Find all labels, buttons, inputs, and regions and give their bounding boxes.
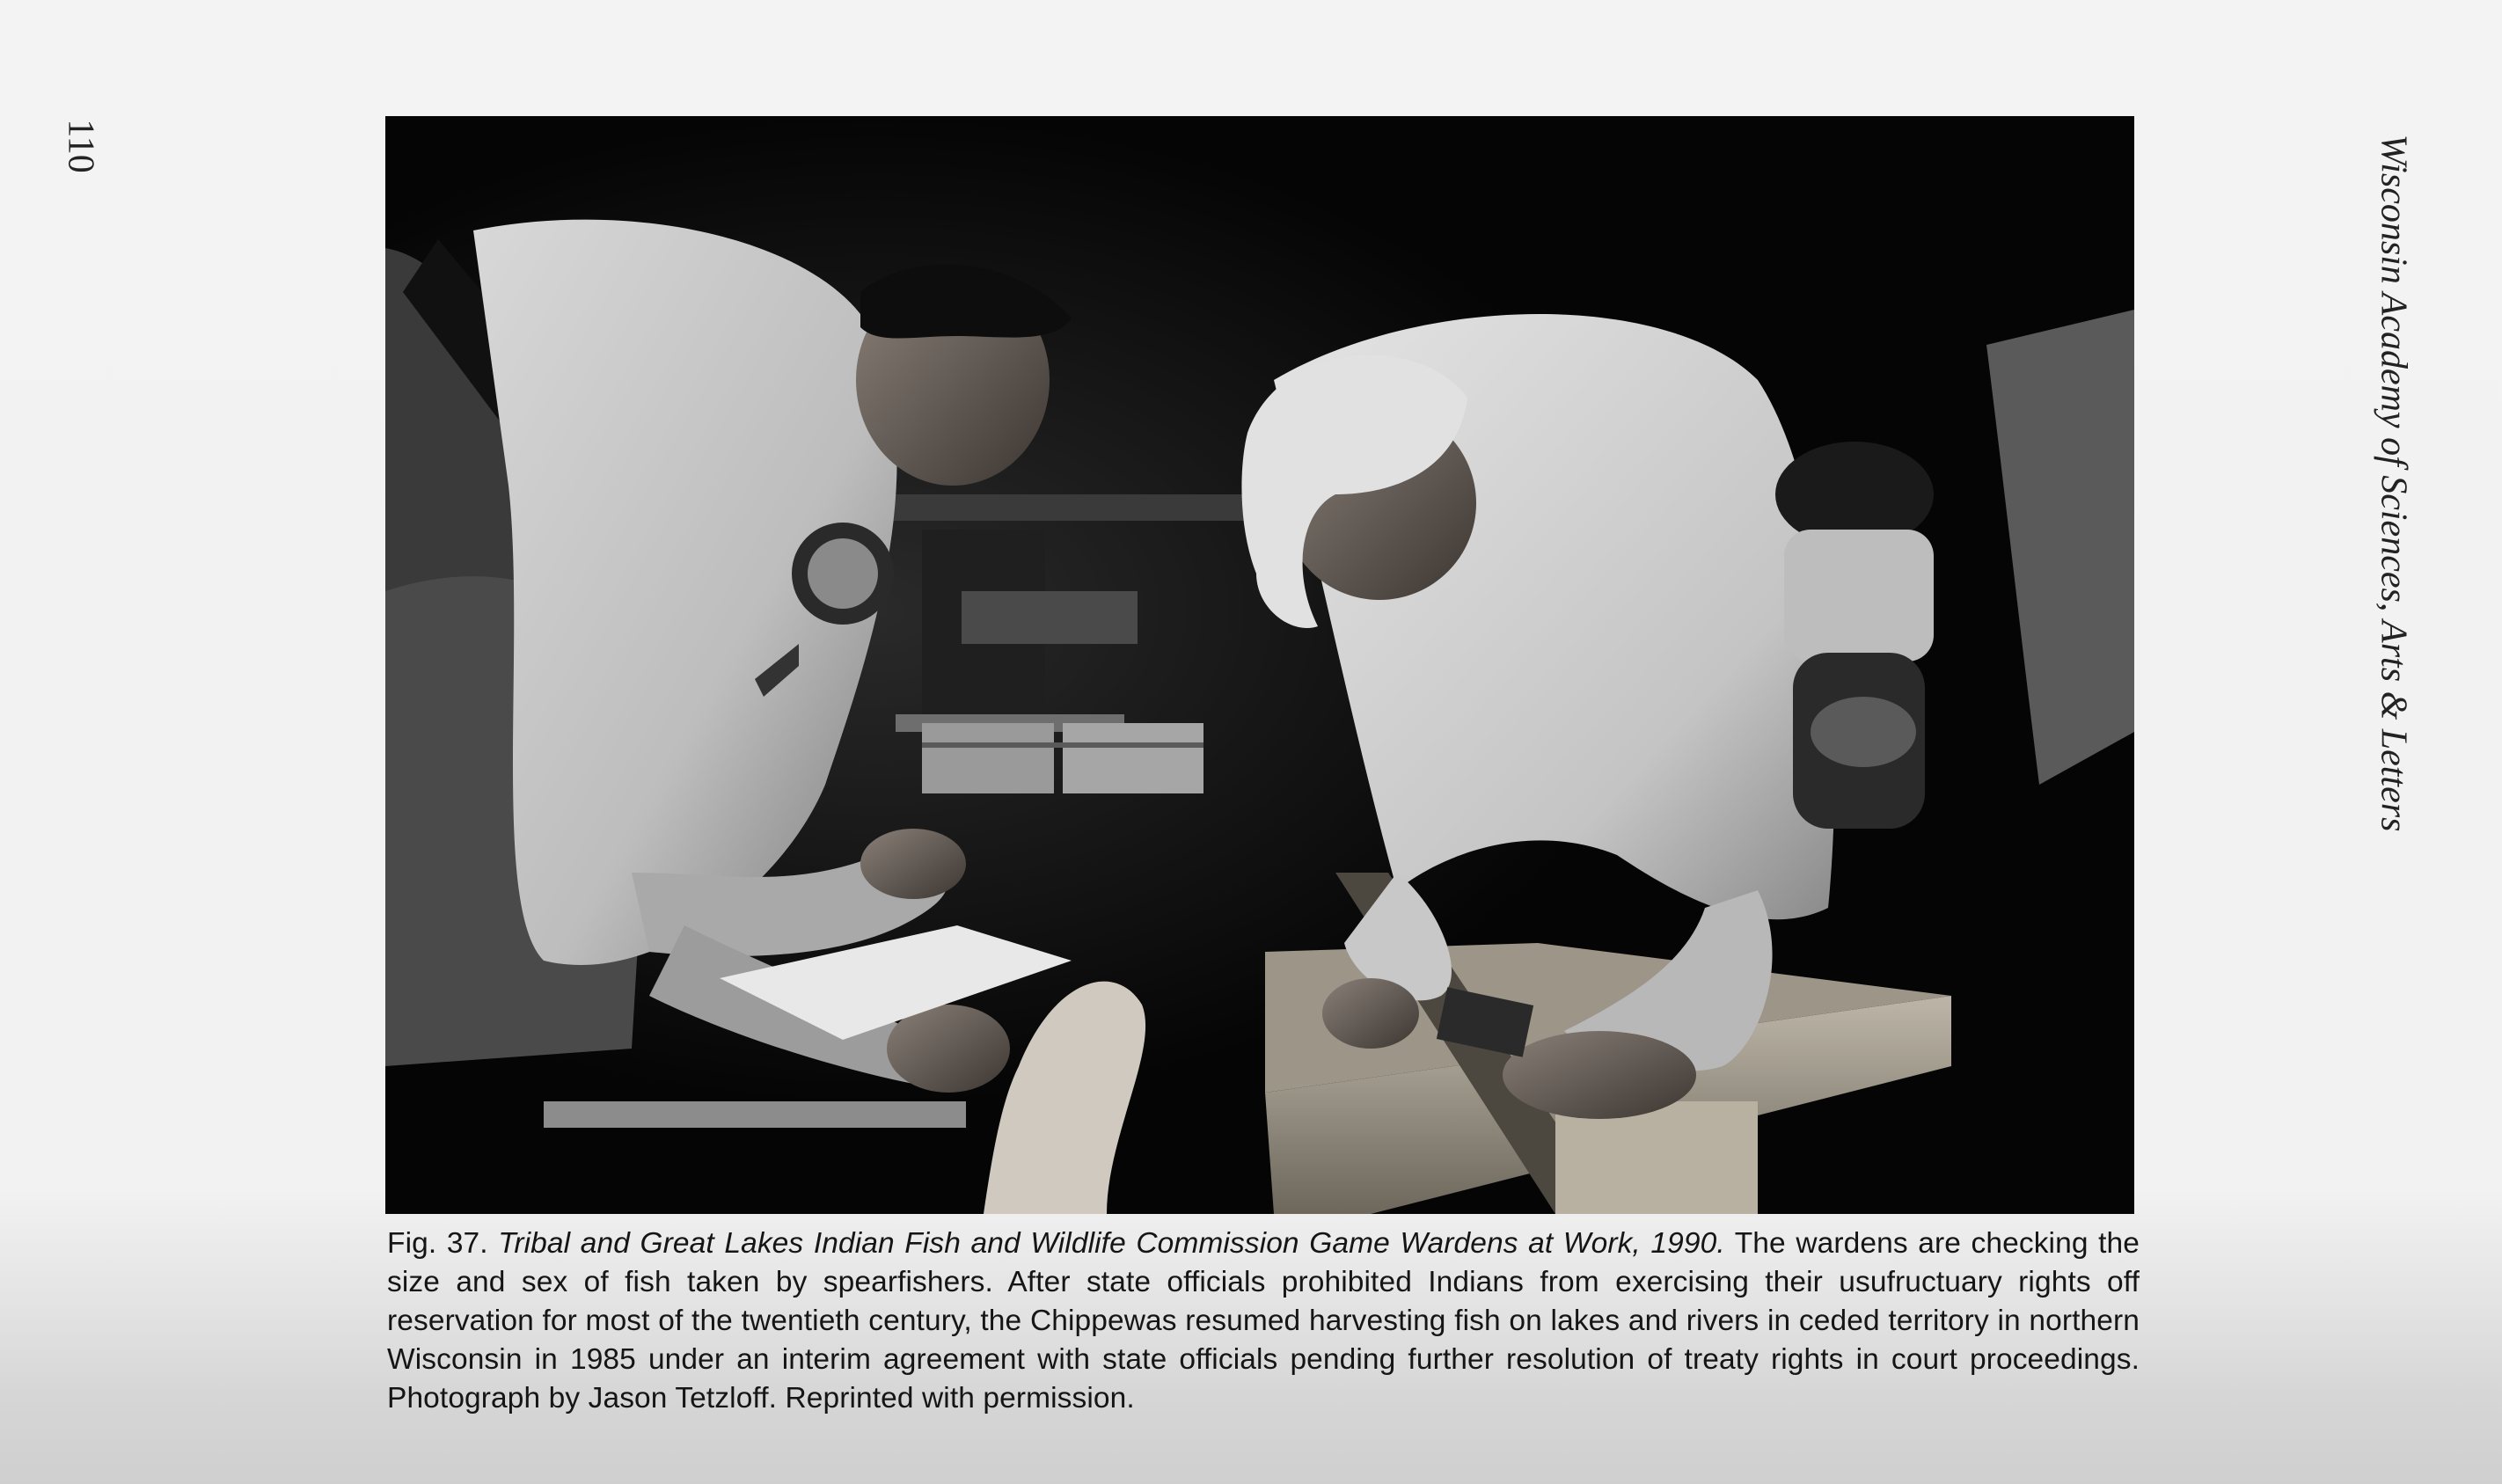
boat-bench — [544, 1101, 966, 1128]
running-head — [2367, 110, 2419, 831]
warden-right-hand-left — [1322, 978, 1419, 1049]
caption-title: Tribal and Great Lakes Indian Fish and Wildlife Commission Game Wardens at Work, 1990. — [498, 1227, 1725, 1260]
photograph-illustration — [385, 116, 2134, 1214]
warden-left-hand-pencil — [860, 829, 966, 899]
lantern-tank — [1811, 697, 1916, 767]
tackle-box-right — [1063, 723, 1203, 793]
figure-caption — [387, 1224, 2140, 1418]
running-head-text: Wisconsin Academy of Sciences, Arts & Letters — [2373, 134, 2413, 832]
background-rail — [878, 494, 1283, 521]
caption-label: Fig. 37. — [387, 1227, 499, 1260]
tackle-box-left — [922, 723, 1054, 793]
page-number-text: 110 — [61, 119, 102, 173]
caption-body: The wardens are checking the size and sex of fish taken by spearfishers. After state officials prohibited Indians from exercising their usufructuary rights off reservation for most of the twentieth century, the Chippewas resumed harvesting fish on lakes and rivers in ceded territory in northern Wisconsin in 1985 under an interim agreement with state officials pending further resolution of treaty rights in court proceedings. Photograph by Jason Tetzloff. Reprinted with permission. — [387, 1227, 2140, 1415]
figure-photograph — [385, 116, 2134, 1214]
warden-right-hand-right — [1503, 1031, 1696, 1119]
page-number — [55, 111, 107, 181]
tackle-box-seam — [922, 742, 1203, 748]
tribal-patch-inner — [808, 538, 878, 609]
lantern-globe — [1784, 530, 1934, 662]
background-crate — [962, 591, 1138, 644]
